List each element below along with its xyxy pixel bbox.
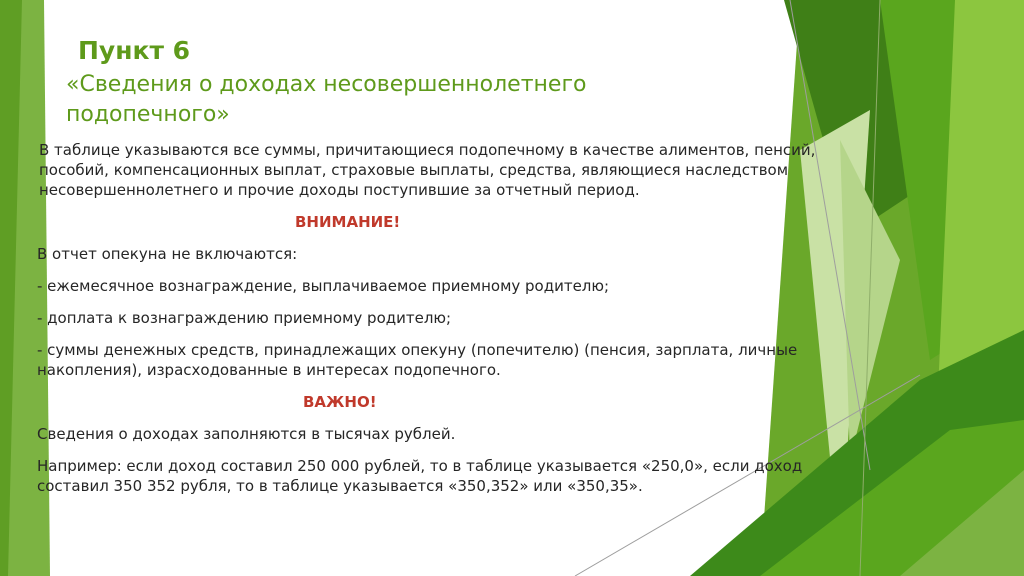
- exclusion-item: - доплата к вознаграждению приемному родителю;: [37, 309, 452, 327]
- example-paragraph: Например: если доход составил 250 000 рублей, то в таблице указывается «250,0», если доход составил 350 352 рубля, то в таблице указывается «350,352» или «350,35».: [37, 457, 803, 495]
- attention-label: ВНИМАНИЕ!: [295, 213, 401, 231]
- thousands-note: Сведения о доходах заполняются в тысячах рублей.: [37, 425, 456, 443]
- exclusions-heading: В отчет опекуна не включаются:: [37, 245, 298, 263]
- important-label: ВАЖНО!: [303, 393, 377, 411]
- exclusion-item: - суммы денежных средств, принадлежащих опекуну (попечителю) (пенсия, зарплата, личные накопления), израсходованные в интересах подопечного.: [37, 341, 798, 379]
- slide-title: [66, 36, 706, 130]
- title-line-1: Пункт 6: [78, 36, 191, 65]
- intro-paragraph: В таблице указываются все суммы, причитающиеся подопечному в качестве алиментов, пенсий, пособий, компенсационных выплат, страховые выплаты, средства, являющиеся наследством несовершеннолетнего и прочие доходы поступившие за отчетный период.: [39, 141, 816, 199]
- title-line-2: «Сведения о доходах несовершеннолетнего подопечного»: [66, 72, 587, 127]
- slide-body: [37, 140, 837, 508]
- exclusion-item: - ежемесячное вознаграждение, выплачиваемое приемному родителю;: [37, 277, 610, 295]
